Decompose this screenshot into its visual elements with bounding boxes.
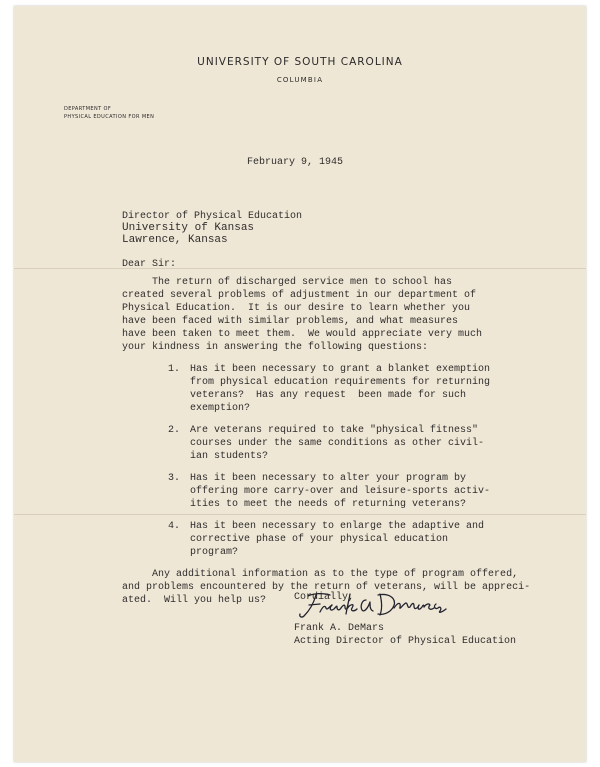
addressee-line-2: University of Kansas — [122, 222, 255, 234]
question-line: program? — [190, 547, 239, 558]
intro-line: have been taken to meet them. We would appreciate very much — [122, 329, 483, 340]
question-number: 3. — [168, 473, 181, 484]
department-line-2: PHYSICAL EDUCATION FOR MEN — [64, 114, 155, 120]
question-number: 1. — [168, 364, 181, 375]
signer-name: Frank A. DeMars — [294, 623, 385, 634]
question-line: corrective phase of your physical education — [190, 534, 449, 545]
question-line: Has it been necessary to alter your program by — [190, 473, 467, 484]
intro-line: The return of discharged service men to school has — [122, 277, 453, 288]
question-line: courses under the same conditions as other civil- — [190, 438, 485, 449]
university-city: COLUMBIA — [276, 76, 324, 84]
signer-title: Acting Director of Physical Education — [294, 636, 517, 647]
intro-line: Physical Education. It is our desire to learn whether you — [122, 303, 471, 314]
university-name: UNIVERSITY OF SOUTH CAROLINA — [197, 56, 403, 68]
intro-line: your kindness in answering the following questions: — [122, 342, 429, 353]
question-line: Has it been necessary to grant a blanket exemption — [190, 364, 491, 375]
question-number: 4. — [168, 521, 181, 532]
question-line: ities to meet the needs of returning veterans? — [190, 499, 467, 510]
closing-line: ated. Will you help us? — [122, 595, 267, 606]
intro-line: created several problems of adjustment in our department of — [122, 290, 477, 301]
question-number: 2. — [168, 425, 181, 436]
question-line: veterans? Has any request been made for such — [190, 390, 467, 401]
intro-line: have been faced with similar problems, and what measures — [122, 316, 459, 327]
addressee-line-3: Lawrence, Kansas — [122, 234, 228, 246]
handwritten-signature — [290, 590, 470, 624]
closing-line: Any additional information as to the type of program offered, — [122, 569, 519, 580]
closing-line: and problems encountered by the return of veterans, will be appreci- — [122, 582, 531, 593]
department-line-1: DEPARTMENT OF — [64, 106, 112, 112]
question-line: Has it been necessary to enlarge the adaptive and — [190, 521, 485, 532]
question-line: exemption? — [190, 403, 251, 414]
question-line: offering more carry-over and leisure-sports activ- — [190, 486, 491, 497]
closing: Cordially, — [294, 592, 355, 603]
salutation: Dear Sir: — [122, 259, 177, 270]
addressee-line-1: Director of Physical Education — [122, 211, 303, 222]
letter-date: February 9, 1945 — [247, 157, 344, 168]
question-line: Are veterans required to take "physical fitness" — [190, 425, 479, 436]
question-line: from physical education requirements for returning — [190, 377, 491, 388]
fold-line — [14, 514, 586, 515]
question-line: ian students? — [190, 451, 269, 462]
fold-line — [14, 268, 586, 269]
